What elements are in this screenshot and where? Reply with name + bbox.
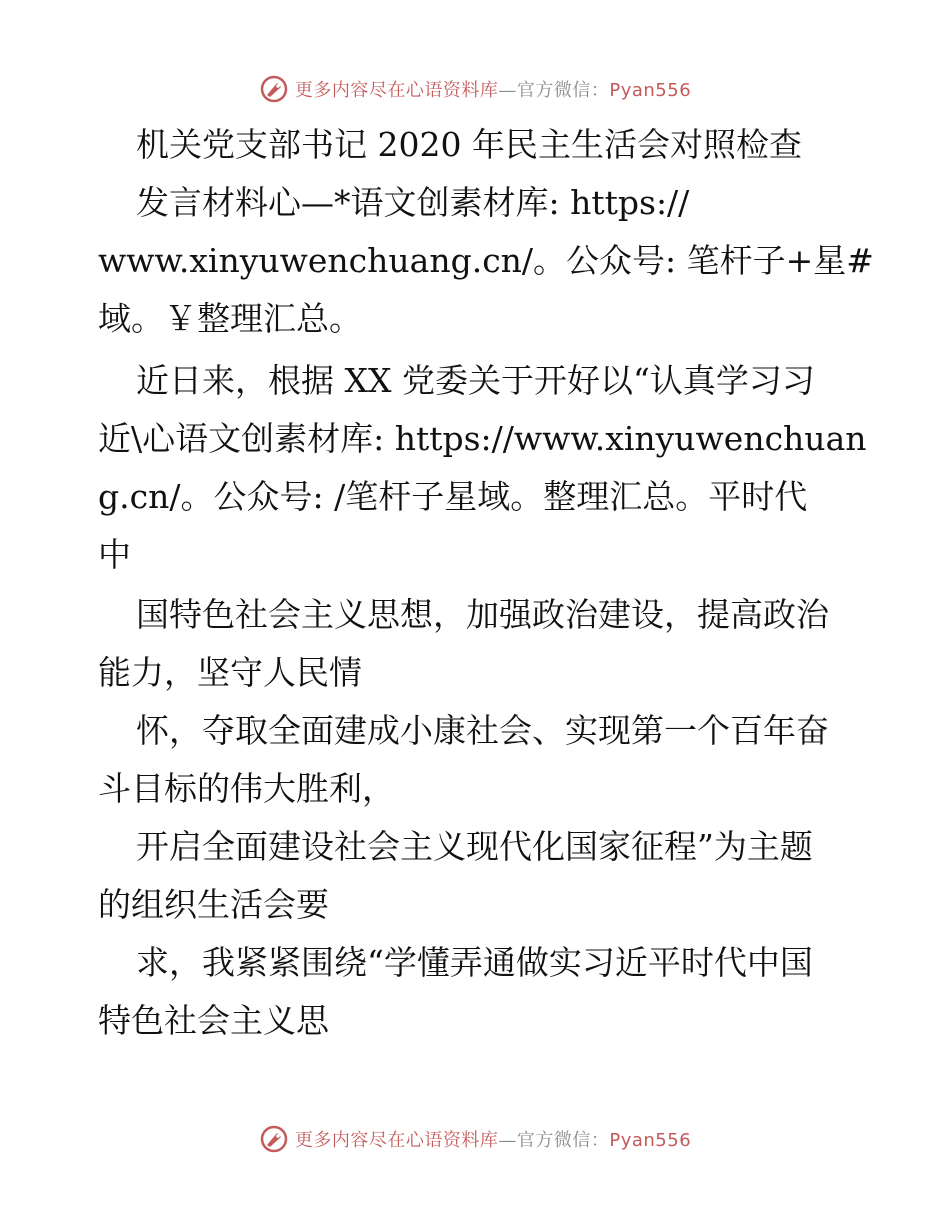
- footer-watermark: [0, 1124, 950, 1154]
- pen-nib-logo-icon: [259, 1124, 289, 1154]
- body-line-3: www.xinyuwenchuang.cn/。公众号: 笔杆子+星#: [98, 241, 874, 280]
- body-line-11: 怀，夺取全面建成小康社会、实现第一个百年奋: [136, 711, 829, 750]
- body-line-9: 国特色社会主义思想，加强政治建设，提高政治: [136, 595, 829, 634]
- body-line-10: 能力，坚守人民情: [98, 653, 362, 692]
- watermark-text-red: 更多内容尽在心语资料库: [294, 80, 499, 101]
- body-line-8: 中: [98, 535, 131, 574]
- watermark-text-gray: —官方微信：: [498, 80, 610, 101]
- watermark-wechat-id: Pyan556: [609, 1130, 692, 1151]
- body-line-2: 发言材料心—*语文创素材库: https://: [136, 183, 690, 222]
- body-line-5: 近日来，根据 XX 党委关于开好以“认真学习习: [136, 361, 815, 400]
- body-line-16: 特色社会主义思: [98, 1001, 329, 1040]
- header-watermark: [0, 74, 950, 104]
- body-line-4: 域。￥整理汇总。: [98, 299, 362, 338]
- watermark-text-gray: —官方微信：: [498, 1130, 610, 1151]
- body-line-12: 斗目标的伟大胜利，: [98, 769, 395, 808]
- body-line-14: 的组织生活会要: [98, 885, 329, 924]
- body-line-7: g.cn/。公众号: /笔杆子星域。整理汇总。平时代: [98, 477, 808, 516]
- body-line-13: 开启全面建设社会主义现代化国家征程”为主题: [136, 827, 813, 866]
- watermark-text-red: 更多内容尽在心语资料库: [294, 1130, 499, 1151]
- watermark-text: [295, 76, 691, 102]
- watermark-text: [295, 1126, 691, 1152]
- body-line-1: 机关党支部书记 2020 年民主生活会对照检查: [136, 125, 802, 164]
- watermark-wechat-id: Pyan556: [609, 80, 692, 101]
- body-line-6: 近\心语文创素材库: https://www.xinyuwenchuan: [98, 419, 867, 458]
- pen-nib-logo-icon: [259, 74, 289, 104]
- body-line-15: 求，我紧紧围绕“学懂弄通做实习近平时代中国: [136, 943, 813, 982]
